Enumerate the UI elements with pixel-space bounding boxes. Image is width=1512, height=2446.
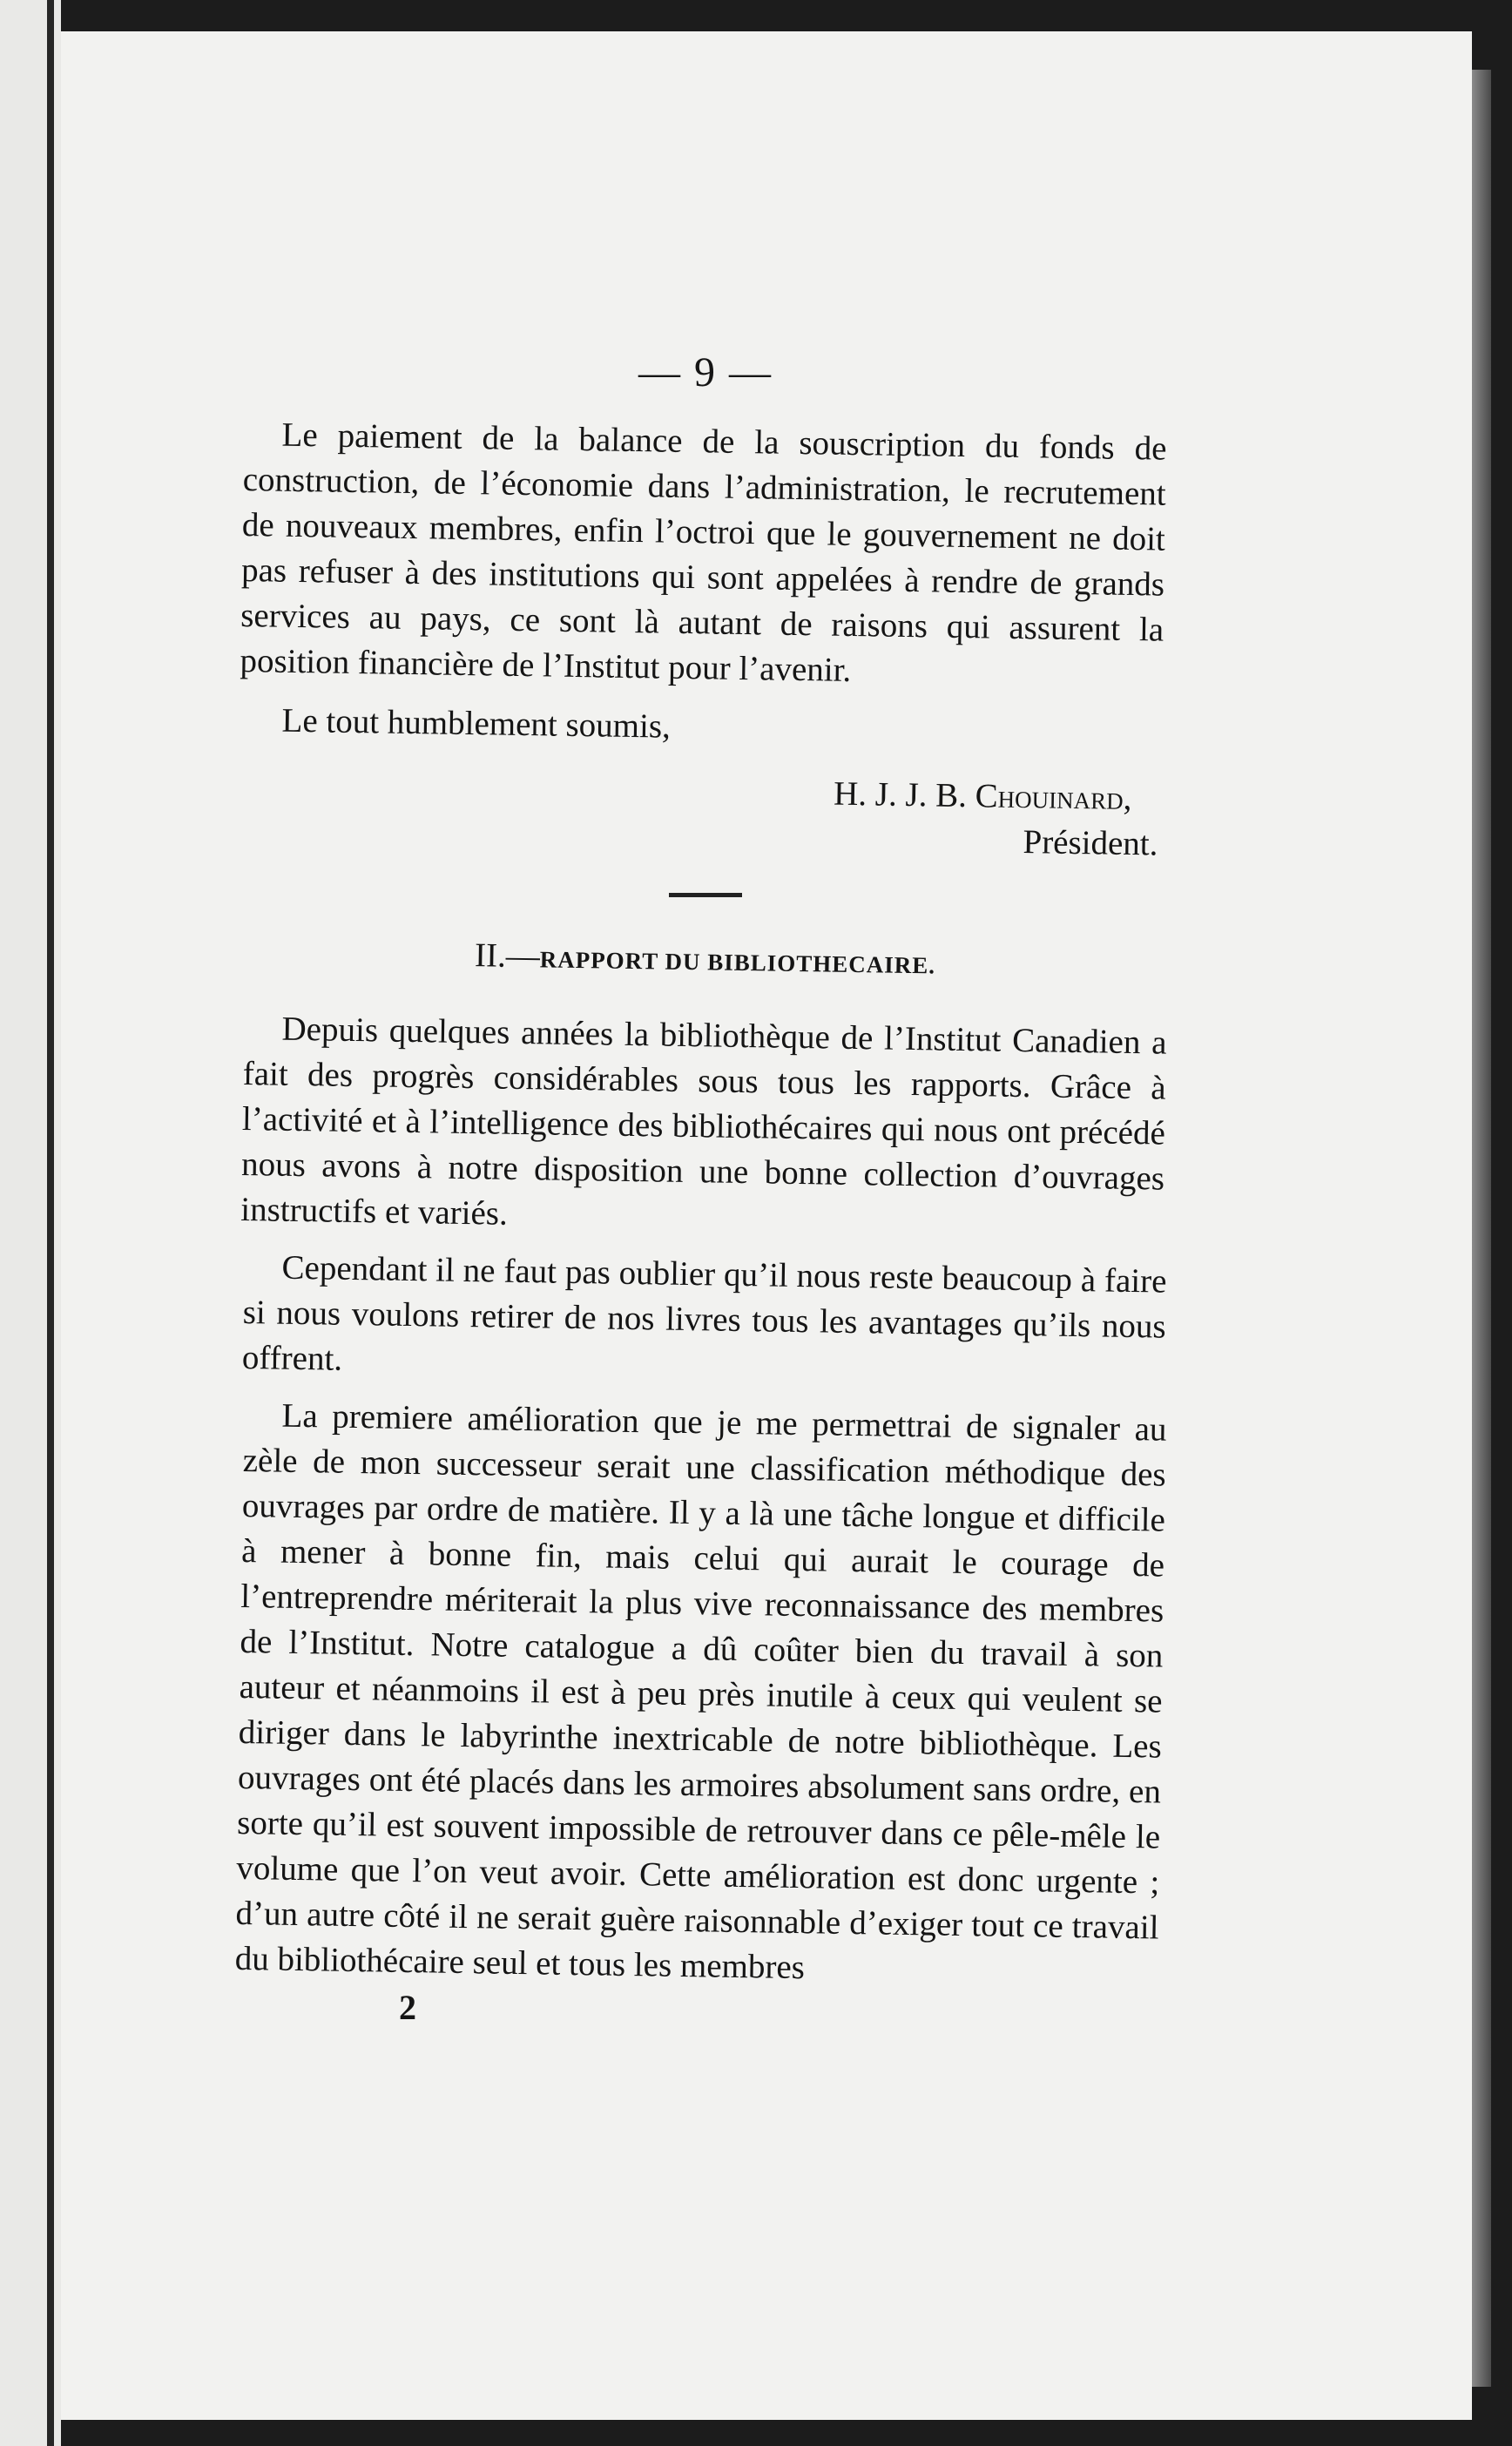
closing-line: Le tout humblement soumis, — [281, 701, 672, 746]
section-number: II.— — [474, 936, 541, 976]
signature-mark: 2 — [399, 1988, 416, 2027]
paragraph-fonds: Le paiement de la balance de la souscription du fonds de construction, de l’économie dans l’administration, le recrutement de nouveaux membres, enfin l’octroi que le gouvernement ne doit pas refuser à des institutions qui sont appelées à rendre de grands services au pays, ce sont là autant de raisons qui assurent la position financière de l’Institut pour l’avenir. — [240, 416, 1167, 689]
paragraph-bibliotheque: Depuis quelques années la bibliothèque de l’Institut Canadien a fait des progrès considérables sous tous les rapports. Grâce à l’activité et à l’intelligence des bibliothécaires qui nous ont précédé nous avons à notre disposition une bonne collection d’ouvrages instructifs et variés. — [240, 1010, 1167, 1233]
section-divider — [669, 893, 742, 897]
signature-initials: H. J. J. B. — [833, 774, 968, 815]
signature-name: Chouinard, — [975, 777, 1132, 818]
signature-title: Président. — [1023, 823, 1158, 863]
page-number: — 9 — — [638, 349, 773, 395]
paragraph-cependant: Cependant il ne faut pas oublier qu’il nous reste beaucoup à faire si nous voulons retirer de nos livres tous les avantages qu’ils nous offrent. — [241, 1248, 1167, 1378]
section-heading — [243, 932, 1167, 986]
page-edge-shadow — [1472, 70, 1491, 2387]
paragraph-amelioration: La premiere amélioration que je me permettrai de signaler au zèle de mon successeur serait une classification méthodique des ouvrages par ordre de matière. Il y a là une tâche longue et difficile à mener à bonne fin, mais celui qui aurait le courage de l’entreprendre mériterait la plus vive reconnaissance des membres de l’Institut. Notre catalogue a dû coûter bien du travail à son auteur et néanmoins il est à peu près inutile à ceux qui veulent se diriger dans le labyrinthe inextricable de notre bibliothèque. Les ouvrages ont été placés dans les armoires absolument sans ordre, en sorte qu’il est souvent impossible de retrouver dans ce pêle-mêle le volume que l’on veut avoir. Cette amélioration est donc urgente ; d’un autre côté il ne serait guère raisonnable d’exiger tout ce travail du bibliothécaire seul et tous les membres — [234, 1396, 1167, 1987]
scan-binding-edge — [47, 0, 54, 2446]
page-text — [234, 348, 1167, 2028]
section-title: RAPPORT DU BIBLIOTHECAIRE. — [539, 946, 936, 979]
